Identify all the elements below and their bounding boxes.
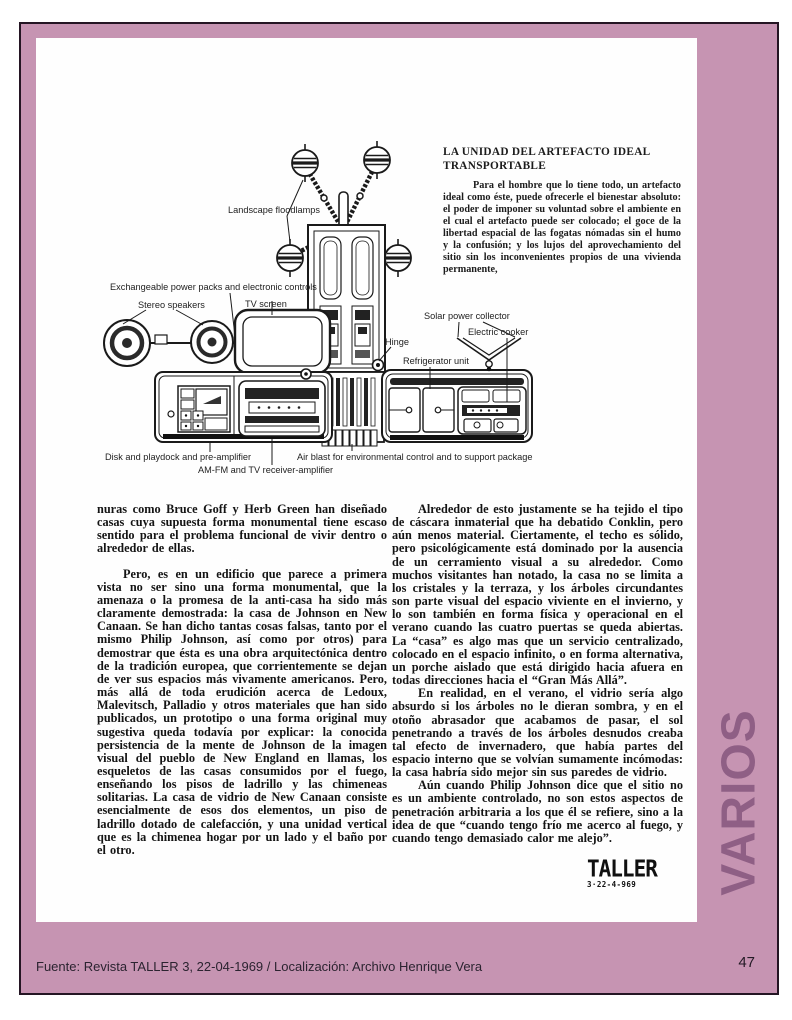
right-cabinet [382, 370, 532, 442]
label-disk-playdock: Disk and playdock and pre-amplifier [105, 452, 252, 462]
taller-logo-title: TALLER [587, 855, 657, 883]
label-tv-screen: TV screen [245, 299, 287, 309]
label-refrigerator: Refrigerator unit [403, 356, 469, 366]
section-tab-varios [699, 690, 779, 915]
tv-screen-unit [235, 310, 330, 373]
label-amfm: AM-FM and TV receiver-amplifier [198, 465, 334, 475]
solar-collector-dish [457, 338, 521, 371]
label-stereo-speakers: Stereo speakers [138, 300, 205, 310]
stereo-speakers-assembly [104, 320, 239, 366]
label-air-blast: Air blast for environmental control and to support package [297, 452, 533, 462]
floodlamp-icon [277, 239, 303, 277]
footer-source-caption: Fuente: Revista TALLER 3, 22-04-1969 / Localización: Archivo Henrique Vera [36, 959, 483, 974]
taller-logo [587, 855, 657, 889]
paragraph: En realidad, en el verano, el vidrio sería algo absurdo si los árboles no le dieran sombra, y en el otoño abrasador que acabamos de pasar, el sol penetrando a través de los árboles desnudos creaba tal efecto de invernadero, que había partes del espacio interno que se volvían sumamente incómodas: la casa habría sido mejor sin sus paredes de vidrio. [392, 686, 683, 780]
paragraph: Pero, es en un edificio que parece a primera vista no ser sino una forma monumental, que la amenaza o la promesa de la anti-casa ha sido más claramente demostrada: la casa de Johnson en New Canaan. Se han dicho tantas cosas falsas, tanto por el mismo Philip Johnson, así como por otros) para demostrar que ésta es una obra arquitectónica dentro de la tradición europea, que corrientemente se dejan de ver sus espacios más vivamente americanos. Pero, más allá de toda erudición acerca de Ledoux, Malevitsch, Palladio y otros materiales que han sido publicados, un prototipo o una forma original muy sugestiva queda todavía por explicar: la conocida persistencia de la mente de Johnson de la imagen visual del pueblo de New England en llamas, los esqueletos de las casas consumidos por el fuego, enseñando los pisos de ladrillo y las chimeneas solitarias. La casa de vidrio de New Canaan consiste esencialmente de esos dos elementos, un piso de ladrillo dotado de calefacción, y una unidad vertical que es la chimenea hogar por un lado y el baño por el otro. [97, 566, 387, 857]
label-power-packs: Exchangeable power packs and electronic controls [110, 282, 317, 292]
paragraph: Alrededor de esto justamente se ha tejido el tipo de cáscara inmaterial que ha debatido Conklin, pero aún menos material. Ciertamente, el techo es sólido, pero psicológicamente está dominado por la ausencia de un cerramiento visual a su alrededor. Como muchos visitantes han notado, la casa no se limita a los cristales y la terraza, y los árboles circundantes son parte visual del espacio viviente en el invierno, y lo son también en forma física y operacional en el verano cuando las cuatro puertas se queda abiertas. La “casa” es algo mas que un servicio centralizado, colocado en el espacio infinito, o en forma alternativa, un porche aislado que está dirigido hacia afuera en todas direcciones hacia el “Gran Más Allá”. [392, 502, 683, 688]
label-electric-cooker: Electric cooker [468, 327, 529, 337]
intro-box [443, 145, 681, 276]
floodlamp-icon [364, 141, 390, 179]
section-tab-label: VARIOS [712, 709, 766, 896]
paragraph: nuras como Bruce Goff y Herb Green han diseñado casas cuya supuesta forma monumental tiene escaso sentido para el problema funcional de vivir dentro o alrededor de ellas. [97, 502, 387, 556]
left-cabinet [155, 372, 332, 442]
intro-body: Para el hombre que lo tiene todo, un artefacto ideal como éste, puede ofrecerle el bienestar absoluto: el poder de imponer su voluntad sobre el ambiente en el cual el artefacto puede ser colocado; el goce de la libertad espacial de las fogatas nómadas sin el humo y la confusión; y los lujos del aprovechamiento del sitio sin los inconvenientes propios de una vivienda permanente, [443, 180, 681, 275]
taller-logo-subtitle: 3·22-4-969 [587, 880, 637, 889]
label-landscape-floodlamps: Landscape floodlamps [228, 205, 320, 215]
paper-page [36, 38, 697, 922]
intro-title: LA UNIDAD DEL ARTEFACTO IDEAL TRANSPORTABLE [443, 146, 650, 173]
article-right-column [392, 503, 683, 845]
page-number: 47 [738, 954, 755, 971]
label-hinge: Hinge [385, 337, 410, 347]
paragraph: Aún cuando Philip Johnson dice que el sitio no es un ambiente controlado, no son estos aspectos de penetración arbitraria a los que él se refiere, sino a la idea de que “cuando tengo frío me acerco al fuego, y cuando tengo demasiado calor me alejo”. [392, 778, 683, 845]
floodlamp-icon [292, 144, 318, 182]
floodlamp-icon [385, 239, 411, 277]
label-solar-collector: Solar power collector [424, 311, 510, 321]
article-left-column [97, 503, 387, 857]
